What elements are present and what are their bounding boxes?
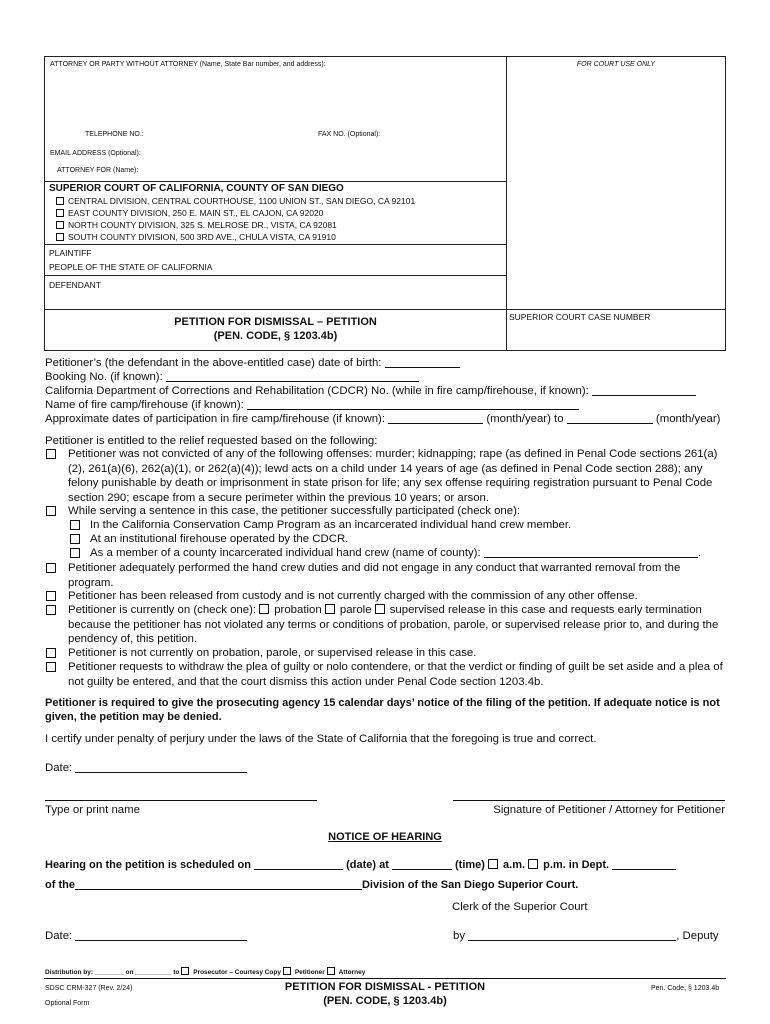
- item6-checkbox[interactable]: [46, 648, 56, 658]
- court-use-label: FOR COURT USE ONLY: [576, 61, 656, 68]
- case-number-label: SUPERIOR COURT CASE NUMBER: [509, 312, 651, 322]
- booking-field[interactable]: [166, 371, 419, 382]
- hearing-time-field[interactable]: [392, 859, 452, 870]
- item6-text: Petitioner is not currently on probation, parole, or supervised release in this case.: [68, 647, 477, 659]
- hearing-row: Hearing on the petition is scheduled on (date) at (time) a.m. p.m. in Dept.: [45, 859, 676, 871]
- footer-title-line1: PETITION FOR DISMISSAL - PETITION: [284, 981, 486, 993]
- court-name: SUPERIOR COURT OF CALIFORNIA, COUNTY OF SAN DIEGO: [49, 183, 344, 194]
- petitioner-checkbox[interactable]: [283, 967, 291, 975]
- eligibility-intro: Petitioner is entitled to the relief requested based on the following:: [45, 435, 378, 447]
- division-north-checkbox[interactable]: [56, 221, 64, 229]
- sub1-checkbox[interactable]: [70, 520, 80, 530]
- hearing-date-field[interactable]: [254, 859, 343, 870]
- telephone-label: TELEPHONE NO.:: [85, 131, 144, 138]
- footer-divider: [44, 978, 726, 979]
- plaintiff-label: PLAINTIFF: [49, 248, 92, 258]
- dob-row: Petitioner’s (the defendant in the above-entitled case) date of birth:: [45, 356, 460, 371]
- sub3-checkbox[interactable]: [70, 548, 80, 558]
- division-south-checkbox[interactable]: [56, 233, 64, 241]
- item1-text: Petitioner was not convicted of any of the following offenses: murder; kidnapping; rape (as defined in Penal Code sections 261(a)(2), 261(a)(6), 262(a)(1), or 262(a)(4)); lewd acts on a child under 14 years of age (as defined in Penal Code section 288); any felony punishable by death or imprisonment in state prison for life; any sex offense requiring registration pursuant to Penal Code section 290; escape from a secure perimeter within the previous 10 years; or arson.: [68, 448, 718, 504]
- clerk-date-row: Date:: [45, 929, 247, 944]
- division-row: of the Division of the San Diego Superior Court.: [45, 879, 579, 891]
- probation-checkbox[interactable]: [259, 604, 269, 614]
- date-from-field[interactable]: [388, 413, 483, 424]
- dob-field[interactable]: [385, 357, 460, 368]
- cdcr-row: California Department of Corrections and Rehabilitation (CDCR) No. (while in fire camp/firehouse, if known):: [45, 384, 696, 399]
- attorney-checkbox[interactable]: [327, 967, 335, 975]
- booking-row: Booking No. (if known):: [45, 370, 419, 385]
- parole-checkbox[interactable]: [325, 604, 335, 614]
- hearing-division-field[interactable]: [75, 879, 362, 890]
- division-east-checkbox[interactable]: [56, 209, 64, 217]
- camp-field[interactable]: [247, 399, 579, 410]
- hearing-heading: NOTICE OF HEARING: [328, 831, 442, 843]
- optional-form: Optional Form: [45, 1000, 90, 1007]
- clerk-label: Clerk of the Superior Court: [452, 901, 588, 913]
- page-title-line2: (PEN. CODE, § 1203.4b): [213, 330, 338, 342]
- clerk-date-field[interactable]: [75, 930, 247, 941]
- sub1-text: In the California Conservation Camp Program as an incarcerated individual hand crew member.: [90, 519, 572, 531]
- division-east: EAST COUNTY DIVISION, 250 E. MAIN ST., EL CAJON, CA 92020: [56, 208, 323, 218]
- signature-line[interactable]: [453, 800, 725, 801]
- division-central-checkbox[interactable]: [56, 197, 64, 205]
- pm-checkbox[interactable]: [528, 859, 538, 869]
- item1-checkbox[interactable]: [46, 449, 56, 459]
- print-name-label: Type or print name: [45, 804, 140, 816]
- dept-field[interactable]: [612, 859, 676, 870]
- division-south: SOUTH COUNTY DIVISION, 500 3RD AVE., CHULA VISTA, CA 91910: [56, 232, 336, 242]
- supervised-release-checkbox[interactable]: [375, 604, 385, 614]
- item2-checkbox[interactable]: [46, 506, 56, 516]
- am-checkbox[interactable]: [488, 859, 498, 869]
- item7-checkbox[interactable]: [46, 662, 56, 672]
- item2-text: While serving a sentence in this case, the petitioner successfully participated (check one):: [68, 505, 521, 517]
- item4-text: Petitioner has been released from custody and is not currently charged with the commission of any other offense.: [68, 590, 638, 602]
- dates-row: Approximate dates of participation in fire camp/firehouse (if known): (month/year) to (month/year): [45, 413, 721, 425]
- item4-checkbox[interactable]: [46, 591, 56, 601]
- footer-title-line2: (PEN. CODE, § 1203.4b): [323, 995, 447, 1007]
- page-title-line1: PETITION FOR DISMISSAL – PETITION: [174, 316, 377, 328]
- county-field[interactable]: [484, 547, 698, 558]
- attorney-label: ATTORNEY OR PARTY WITHOUT ATTORNEY (Name, State Bar number, and address):: [50, 61, 326, 68]
- date-to-field[interactable]: [567, 413, 653, 424]
- deputy-row: by , Deputy: [453, 930, 719, 942]
- division-north: NORTH COUNTY DIVISION, 325 S. MELROSE DR., VISTA, CA 92081: [56, 220, 337, 230]
- item5-checkbox[interactable]: [46, 605, 56, 615]
- item7-text: Petitioner requests to withdraw the plea of guilty or nolo contendere, or that the verdict or finding of guilt be set aside and a plea of not guilty be entered, and that the court dismiss this action under Penal Code section 1203.4b.: [68, 661, 723, 688]
- camp-row: Name of fire camp/firehouse (if known):: [45, 398, 579, 413]
- attorney-box[interactable]: [44, 56, 507, 182]
- footer-code: Pen. Code, § 1203.4b: [651, 985, 720, 992]
- sub3-row: As a member of a county incarcerated individual hand crew (name of county): .: [90, 547, 701, 559]
- fax-label: FAX NO. (Optional):: [318, 131, 381, 138]
- distribution-row: Distribution by: ________ on __________ to Prosecutor – Courtesy Copy Petitioner Attorney: [45, 969, 366, 976]
- form-id: SDSC CRM-327 (Rev. 2/24): [45, 985, 133, 992]
- notice-warning: Petitioner is required to give the prosecuting agency 15 calendar days’ notice of the filing of the petition. If adequate notice is not given, the petition may be denied.: [45, 697, 720, 723]
- defendant-box: [44, 275, 507, 310]
- item3-checkbox[interactable]: [46, 563, 56, 573]
- certify-text: I certify under penalty of perjury under the laws of the State of California that the foregoing is true and correct.: [45, 733, 597, 745]
- plaintiff-value: PEOPLE OF THE STATE OF CALIFORNIA: [49, 262, 213, 272]
- division-central: CENTRAL DIVISION, CENTRAL COURTHOUSE, 1100 UNION ST., SAN DIEGO, CA 92101: [56, 196, 415, 206]
- sig-date-row: Date:: [45, 761, 247, 776]
- email-label: EMAIL ADDRESS (Optional):: [50, 150, 141, 157]
- item3-text: Petitioner adequately performed the hand crew duties and did not engage in any conduct that warranted removal from the program.: [68, 562, 681, 589]
- sub2-checkbox[interactable]: [70, 534, 80, 544]
- prosecutor-checkbox[interactable]: [181, 967, 189, 975]
- cdcr-field[interactable]: [592, 385, 696, 396]
- print-name-line[interactable]: [45, 800, 317, 801]
- sig-date-field[interactable]: [75, 762, 247, 773]
- item5-text: Petitioner is currently on (check one): probation parole supervised release in this case and requests early termination because the petitioner has not violated any terms or conditions of probation, parole, or supervised release prior to, and during the pendency of, this petition.: [68, 604, 719, 645]
- deputy-field[interactable]: [468, 930, 676, 941]
- attorney-for-label: ATTORNEY FOR (Name):: [57, 167, 139, 174]
- defendant-label: DEFENDANT: [49, 280, 101, 290]
- signature-label: Signature of Petitioner / Attorney for Petitioner: [493, 804, 725, 816]
- sub2-text: At an institutional firehouse operated by the CDCR.: [90, 533, 349, 545]
- court-use-box: [506, 56, 726, 310]
